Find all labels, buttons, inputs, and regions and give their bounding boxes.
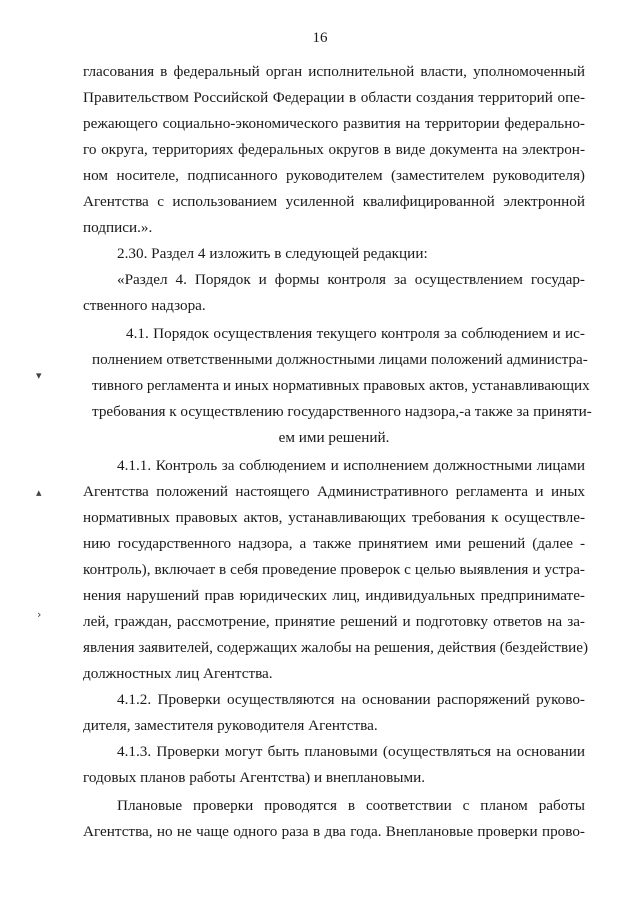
margin-mark-right: › xyxy=(37,608,42,621)
text-line: го округа, территориях федеральных округов в виде документа на электрон- xyxy=(83,141,585,158)
text-line: явления заявителей, содержащих жалобы на решения, действия (бездействие) xyxy=(83,639,589,656)
text-line: 4.1.2. Проверки осуществляются на основании распоряжений руково- xyxy=(117,691,585,708)
text-line: лей, граждан, рассмотрение, принятие решений и подготовку ответов на за- xyxy=(83,613,585,630)
text-line: 4.1. Порядок осуществления текущего контроля за соблюдением и ис- xyxy=(126,325,585,342)
text-line: контроль), включает в себя проведение проверок с целью выявления и устра- xyxy=(83,561,585,578)
text-line: полнением ответственными должностными лицами положений администра- xyxy=(92,351,588,368)
text-line: Агентства с использованием усиленной квалифицированной электронной xyxy=(83,193,585,210)
text-line: нию государственного надзора, а также принятием ими решений (далее - xyxy=(83,535,585,552)
text-line: тивного регламента и иных нормативных правовых актов, устанавливающих xyxy=(92,377,590,394)
text-line: нормативных правовых актов, устанавливающих требования к осуществле- xyxy=(83,509,585,526)
text-line: нения нарушений прав юридических лиц, индивидуальных предпринимате- xyxy=(83,587,585,604)
text-line: «Раздел 4. Порядок и формы контроля за осуществлением государ- xyxy=(117,271,585,288)
text-line: гласования в федеральный орган исполнительной власти, уполномоченный xyxy=(83,63,585,80)
text-line: ном носителе, подписанного руководителем (заместителем руководителя) xyxy=(83,167,585,184)
margin-mark-down: ▾ xyxy=(36,369,42,382)
text-line: требования к осуществлению государственного надзора,-а также за приняти- xyxy=(92,403,592,420)
page-number: 16 xyxy=(312,30,328,46)
text-line: должностных лиц Агентства. xyxy=(83,665,273,682)
text-line: Правительством Российской Федерации в области создания территорий опе- xyxy=(83,89,585,106)
text-line: Плановые проверки проводятся в соответствии с планом работы xyxy=(117,797,585,814)
text-line: ем ими решений. xyxy=(278,429,390,446)
text-line: Агентства, но не чаще одного раза в два года. Внеплановые проверки прово- xyxy=(83,823,585,840)
text-line: подписи.». xyxy=(83,219,153,236)
text-line: 4.1.3. Проверки могут быть плановыми (осуществляться на основании xyxy=(117,743,585,760)
text-line: 4.1.1. Контроль за соблюдением и исполнением должностными лицами xyxy=(117,457,585,474)
text-line: 2.30. Раздел 4 изложить в следующей редакции: xyxy=(117,245,428,262)
text-line: дителя, заместителя руководителя Агентства. xyxy=(83,717,378,734)
text-line: Агентства положений настоящего Административного регламента и иных xyxy=(83,483,585,500)
text-line: ственного надзора. xyxy=(83,297,206,314)
text-line: режающего социально-экономического развития на территории федерально- xyxy=(83,115,585,132)
margin-mark-up: ▴ xyxy=(36,486,42,499)
text-line: годовых планов работы Агентства) и внеплановыми. xyxy=(83,769,425,786)
